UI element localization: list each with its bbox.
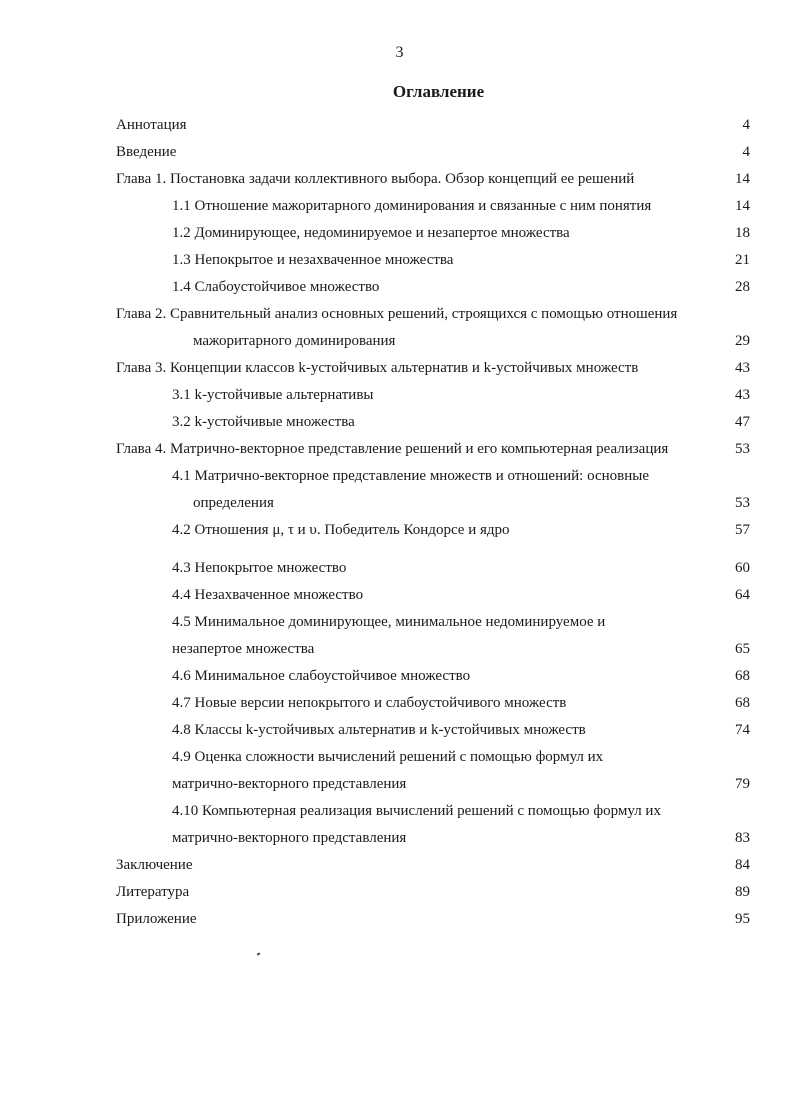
toc-entry-section-1-1: 1.1 Отношение мажоритарного доминирования и связанные с ним понятия	[172, 198, 652, 214]
toc-page-chapter-1: 14	[735, 171, 750, 187]
toc-entry-section-1-3: 1.3 Непокрытое и незахваченное множества	[172, 252, 454, 268]
toc-page-section-4-9: 79	[735, 776, 750, 792]
toc-entry-section-4-1-line-1: 4.1 Матрично-векторное представление множеств и отношений: основные	[172, 468, 649, 484]
toc-page-intro: 4	[742, 144, 750, 160]
toc-page-section-4-1: 53	[735, 495, 750, 511]
toc-page-section-4-10: 83	[735, 830, 750, 846]
toc-entry-section-1-2: 1.2 Доминирующее, недоминируемое и незапертое множества	[172, 225, 570, 241]
toc-entry-chapter-1: Глава 1. Постановка задачи коллективного выбора. Обзор концепций ее решений	[116, 171, 635, 187]
toc-page-section-4-3: 60	[735, 560, 750, 576]
toc-entry-section-1-4: 1.4 Слабоустойчивое множество	[172, 279, 380, 295]
page-title: Оглавление	[392, 82, 485, 101]
toc-entry-section-4-10-line-2: матрично-векторного представления	[172, 830, 407, 846]
toc-entry-section-4-5-line-1: 4.5 Минимальное доминирующее, минимальное недоминируемое и	[172, 614, 606, 630]
toc-entry-chapter-2-line-1: Глава 2. Сравнительный анализ основных решений, строящихся с помощью отношения	[116, 306, 678, 322]
toc-entry-chapter-4: Глава 4. Матрично-векторное представление решений и его компьютерная реализация	[116, 441, 669, 457]
toc-entry-chapter-2-line-2: мажоритарного доминирования	[193, 333, 396, 349]
toc-entry-section-4-1-line-2: определения	[193, 495, 274, 511]
toc-page-section-3-1: 43	[735, 387, 750, 403]
toc-entry-annotation: Аннотация	[116, 117, 187, 133]
toc-page-literature: 89	[735, 884, 750, 900]
toc-entry-section-4-8: 4.8 Классы k-устойчивых альтернатив и k-устойчивых множеств	[172, 722, 586, 738]
toc-entry-section-4-7: 4.7 Новые версии непокрытого и слабоустойчивого множеств	[172, 695, 567, 711]
toc-entry-section-3-1: 3.1 k-устойчивые альтернативы	[172, 387, 374, 403]
toc-page-chapter-3: 43	[735, 360, 750, 376]
toc-page-section-4-8: 74	[735, 722, 750, 738]
toc-page-section-3-2: 47	[735, 414, 750, 430]
toc-entry-chapter-3: Глава 3. Концепции классов k-устойчивых альтернатив и k-устойчивых множеств	[116, 360, 639, 376]
toc-page-section-1-1: 14	[735, 198, 750, 214]
toc-page-section-1-2: 18	[735, 225, 750, 241]
page-number: 3	[395, 44, 404, 61]
toc-entry-conclusion: Заключение	[116, 857, 193, 873]
toc-page-chapter-4: 53	[735, 441, 750, 457]
toc-page-section-4-2: 57	[735, 522, 750, 538]
toc-entry-section-3-2: 3.2 k-устойчивые множества	[172, 414, 355, 430]
toc-entry-section-4-4: 4.4 Незахваченное множество	[172, 587, 364, 603]
toc-entry-section-4-9-line-1: 4.9 Оценка сложности вычислений решений с помощью формул их	[172, 749, 604, 765]
toc-entry-section-4-10-line-1: 4.10 Компьютерная реализация вычислений решений с помощью формул их	[172, 803, 661, 819]
toc-entry-section-4-2: 4.2 Отношения μ, τ и υ. Победитель Кондорсе и ядро	[172, 522, 510, 538]
toc-entry-literature: Литература	[116, 884, 190, 900]
toc-entry-section-4-6: 4.6 Минимальное слабоустойчивое множество	[172, 668, 471, 684]
toc-page-section-1-3: 21	[735, 252, 750, 268]
toc-entry-intro: Введение	[116, 144, 177, 160]
toc-entry-section-4-3: 4.3 Непокрытое множество	[172, 560, 347, 576]
toc-page-section-1-4: 28	[735, 279, 750, 295]
toc-page-appendix: 95	[735, 911, 750, 927]
toc-page-annotation: 4	[742, 117, 750, 133]
toc-page-section-4-4: 64	[735, 587, 750, 603]
toc-page-chapter-2: 29	[735, 333, 750, 349]
toc-page-section-4-6: 68	[735, 668, 750, 684]
toc-entry-section-4-9-line-2: матрично-векторного представления	[172, 776, 407, 792]
toc-page-section-4-5: 65	[735, 641, 750, 657]
toc-entry-appendix: Приложение	[116, 911, 197, 927]
toc-entry-section-4-5-line-2: незапертое множества	[172, 641, 315, 657]
toc-page-conclusion: 84	[735, 857, 750, 873]
toc-page-section-4-7: 68	[735, 695, 750, 711]
scan-speck	[257, 952, 261, 955]
